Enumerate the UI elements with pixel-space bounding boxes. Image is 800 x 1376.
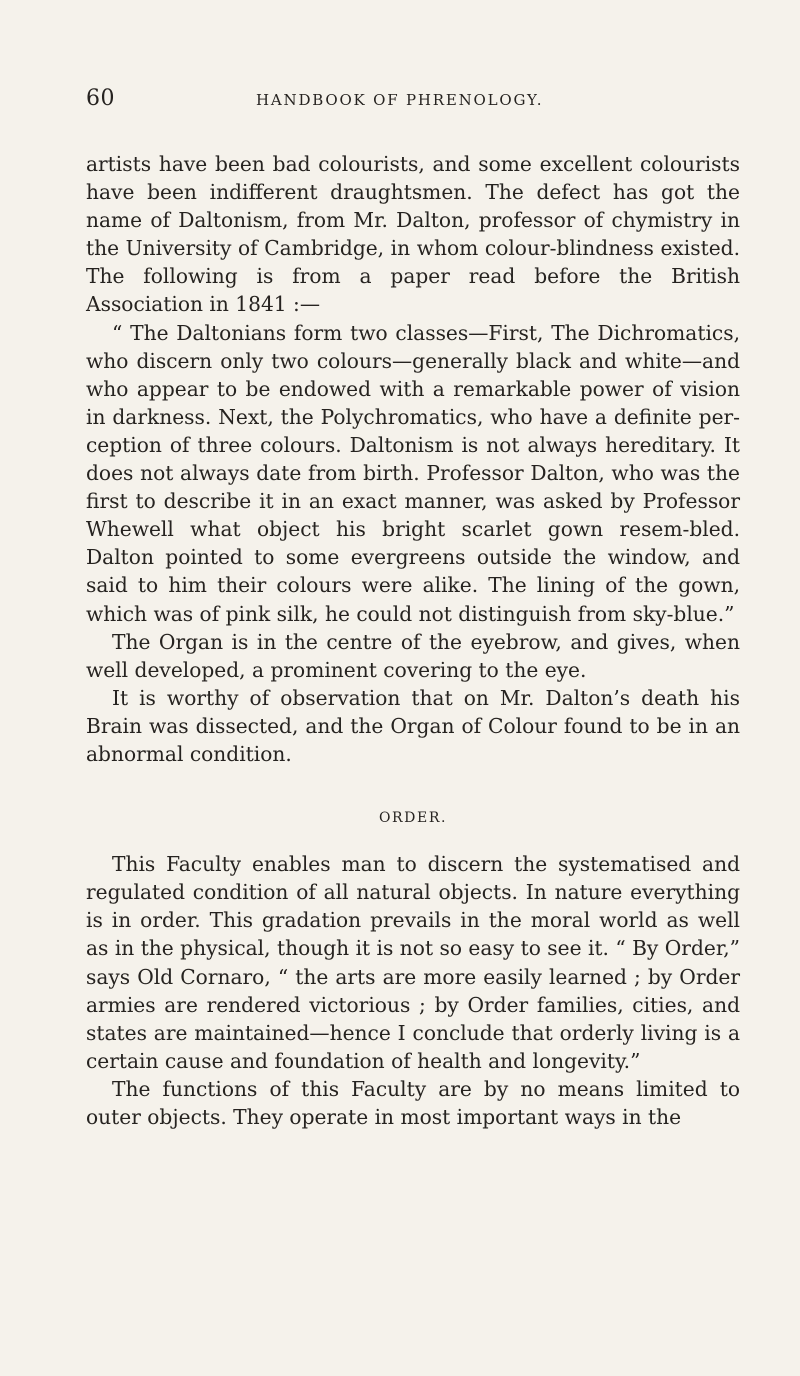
body-text [86,150,740,1131]
page-number: 60 [86,86,115,111]
page-header [86,86,736,116]
paragraph-dalton-brain: It is worthy of observation that on Mr. Dalton’s death his Brain was dissected, and the Organ of Colour found to be in an abnormal condition. [86,685,740,766]
paragraph-organ-location: The Organ is in the centre of the eyebrow, and gives, when well developed, a prominent covering to the eye. [86,629,740,682]
paragraph-order-faculty: This Faculty enables man to discern the systematised and regulated condition of all natural objects. In nature everything is in order. This gradation prevails in the moral world as well as in the physical, though it is not so easy to see it. “ By Order,” says Old Cornaro, “ the arts are more easily learned ; by Order armies are rendered victorious ; by Order families, cities, and states are maintained—hence I conclude that orderly living is a certain cause and foundation of health and longevity.” [86,852,740,1073]
running-head: HANDBOOK OF PHRENOLOGY. [256,91,544,109]
paragraph-order-functions: The functions of this Faculty are by no means limited to outer objects. They operate in most important ways in the [86,1076,740,1129]
paragraph-quotation: “ The Daltonians form two classes—First, The Dichromatics, who discern only two colours—generally black and white—and who appear to be endowed with a remarkable power of vision in darkness. Next, the Polychromatics, who have a definite per-ception of three colours. Daltonism is not always hereditary. It does not always date from birth. Professor Dalton, who was the first to describe it in an exact manner, was asked by Professor Whewell what object his bright scarlet gown resem-bled. Dalton pointed to some evergreens outside the window, and said to him their colours were alike. The lining of the gown, which was of pink silk, he could not distinguish from sky-blue.” [86,320,740,626]
paragraph-daltonism: artists have been bad colourists, and some excellent colourists have been indifferent draughtsmen. The defect has got the name of Daltonism, from Mr. Dalton, professor of chymistry in the University of Cambridge, in whom colour-blindness existed. The following is from a paper read before the British Association in 1841 :— [86,152,740,317]
section-heading-order: ORDER. [378,810,448,827]
